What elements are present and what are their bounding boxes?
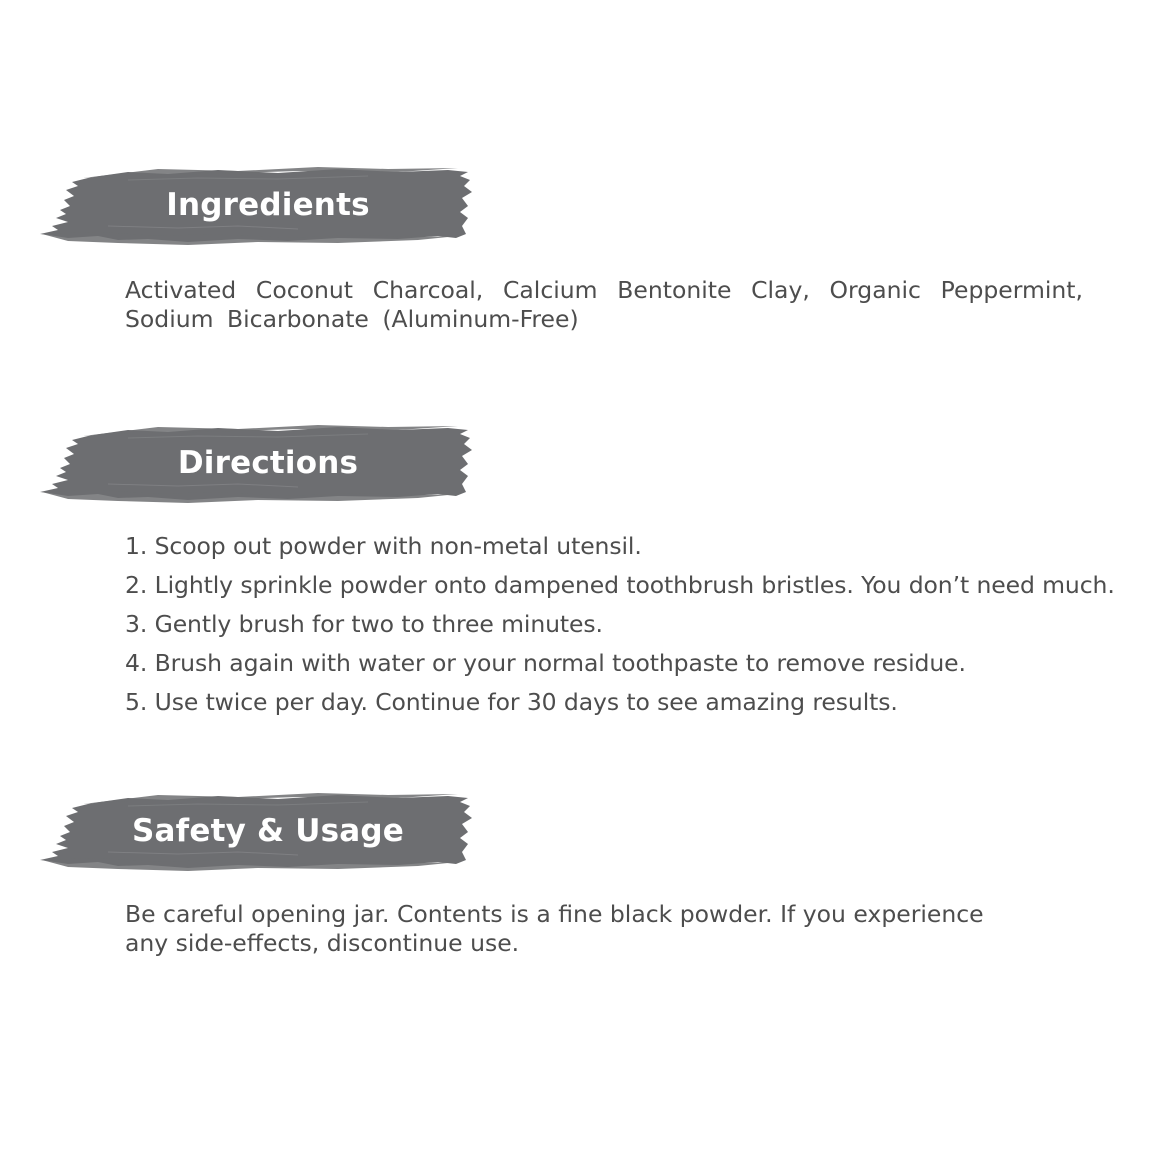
directions-header bbox=[38, 424, 474, 508]
directions-title: Directions bbox=[177, 445, 359, 481]
direction-step: 5. Use twice per day. Continue for 30 days to see amazing results. bbox=[125, 688, 898, 716]
directions-list bbox=[125, 530, 1165, 725]
direction-step: 1. Scoop out powder with non-metal utensil. bbox=[125, 532, 642, 560]
ingredients-text: Activated Coconut Charcoal, Calcium Bentonite Clay, Organic Peppermint, Sodium Bicarbonate (Aluminum-Free) bbox=[125, 276, 1083, 333]
ingredients-header bbox=[38, 166, 474, 250]
safety-title: Safety & Usage bbox=[132, 813, 404, 849]
ingredients-title: Ingredients bbox=[166, 187, 370, 223]
safety-header bbox=[38, 792, 474, 876]
direction-step: 4. Brush again with water or your normal toothpaste to remove residue. bbox=[125, 649, 966, 677]
direction-step: 2. Lightly sprinkle powder onto dampened toothbrush bristles. You don’t need much. bbox=[125, 571, 1115, 599]
direction-step: 3. Gently brush for two to three minutes. bbox=[125, 610, 603, 638]
safety-text: Be careful opening jar. Contents is a fine black powder. If you experience any side-effects, discontinue use. bbox=[125, 900, 984, 957]
